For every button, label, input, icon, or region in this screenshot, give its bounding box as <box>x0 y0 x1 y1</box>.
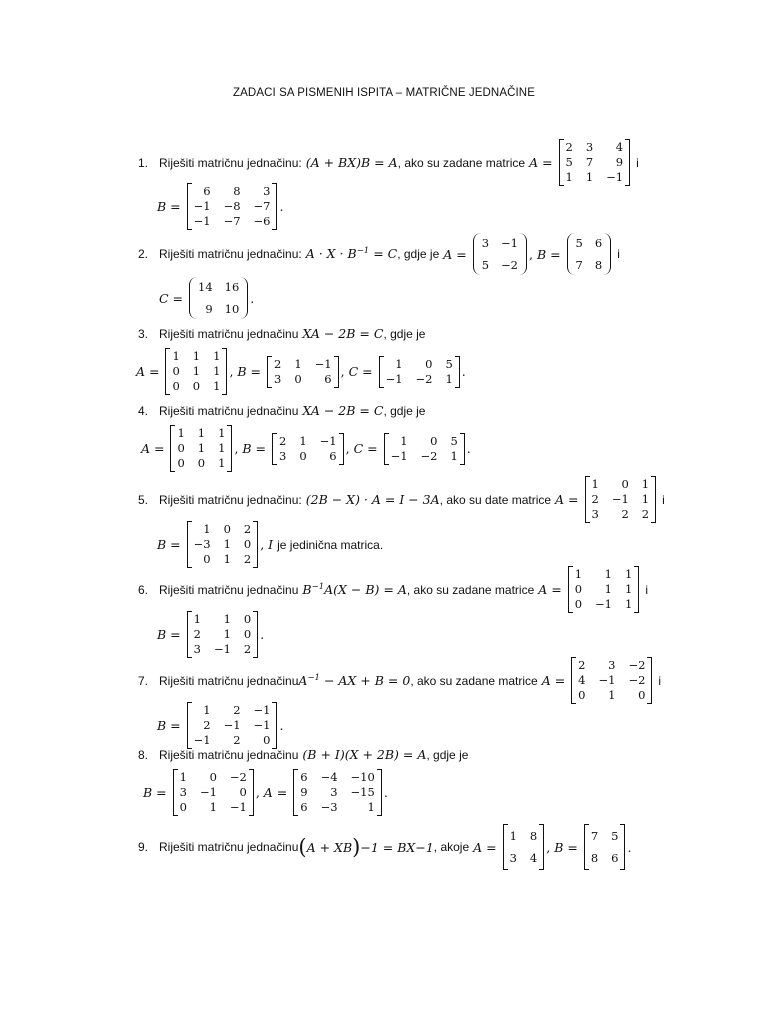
problem-8-line-2: B = 1 0 −2 3 −1 0 0 1 −1 , A = 6 −4 −10 9 3 −15 6 −3 1 . <box>143 770 388 814</box>
matrix-cell: 0 <box>578 688 586 702</box>
matrix-cell: −6 <box>253 214 271 228</box>
matrix-cell: −1 <box>213 642 231 656</box>
matrix-p5B <box>187 521 259 568</box>
matrix-cell: 1 <box>565 170 573 184</box>
matrix-cell: 1 <box>179 770 187 784</box>
matrix-cell: 1 <box>223 627 231 641</box>
matrix-cell: 1 <box>450 448 458 463</box>
document-title: ZADACI SA PISMENIH ISPITA – MATRIČNE JEDNAČINE <box>233 87 535 99</box>
matrix-cell: −4 <box>320 770 338 784</box>
matrix-p2A <box>473 232 527 276</box>
problem-tail: , ako su zadane matrice <box>406 582 535 597</box>
matrix-cell: 2 <box>193 627 201 641</box>
problem-text: Riješiti matričnu jednačinu <box>159 747 299 762</box>
matrix-cell: 7 <box>575 258 583 272</box>
matrix-cell: −2 <box>628 658 646 672</box>
problem-equation: = BX <box>382 839 416 855</box>
matrix-cell: 4 <box>578 673 586 687</box>
matrix-cell: 6 <box>329 448 337 463</box>
matrix-cell: 3 <box>274 371 282 386</box>
matrix-cell: 1 <box>223 537 231 551</box>
matrix-p1B <box>187 183 278 230</box>
matrix-p4A <box>170 425 232 472</box>
conjunction: i <box>645 582 648 597</box>
matrix-cell: 1 <box>203 522 211 536</box>
matrix-cell: 1 <box>641 477 650 491</box>
matrix-cell: −10 <box>350 770 375 784</box>
matrix-cell: 9 <box>205 302 213 316</box>
matrix-cell: 0 <box>243 612 252 626</box>
problem-text: Riješiti matričnu jednačinu <box>159 326 299 341</box>
problem-8-line <box>138 747 468 762</box>
matrix-cell: 1 <box>218 441 226 455</box>
matrix-cell: 0 <box>430 433 438 448</box>
matrix-cell: 0 <box>574 597 583 611</box>
problem-number: 6. <box>138 582 149 597</box>
problem-tail: , akoje <box>433 840 470 854</box>
matrix-cell: 0 <box>179 800 187 814</box>
matrix-cell: 0 <box>203 552 211 566</box>
problem-3-line-2: A = 1 1 1 0 1 1 0 0 1 , B = 2 1 −1 3 0 6 , C = 1 0 5 −1 −2 1 . <box>136 349 466 393</box>
matrix-cell: 2 <box>203 718 211 732</box>
problem-tail: , ako su date matrice <box>439 492 552 507</box>
problem-tail: , gdje je <box>397 247 440 261</box>
matrix-cell: 1 <box>608 688 616 702</box>
problem-7-line: 7. Riješiti matričnu jednačinu $A^{-1}$ − AX + B = 0 , ako su zadane matrice A = 2 3 −2 4 −1 −2 0 1 0 i <box>138 658 662 702</box>
matrix-cell: 3 <box>279 448 287 463</box>
matrix-cell: 1 <box>625 582 633 596</box>
problem-tail: , gdje je <box>426 747 469 762</box>
matrix-cell: 1 <box>294 356 302 371</box>
problem-number: 8. <box>138 747 149 762</box>
problem-5-line: 5. Riješiti matričnu jednačinu: (2B − X) · A = I − 3A , ako su date matrice A = 1 0 1 2 −1 1 3 2 2 i <box>138 477 665 521</box>
conjunction: i <box>617 247 620 261</box>
matrix-cell: −1 <box>501 236 518 250</box>
matrix-cell: 2 <box>279 433 287 448</box>
matrix-cell: −2 <box>501 258 518 272</box>
matrix-cell: 0 <box>243 627 252 641</box>
matrix-cell: −7 <box>223 214 241 228</box>
matrix-p5A <box>585 476 657 523</box>
matrix-cell: 1 <box>203 703 211 717</box>
matrix-cell: 0 <box>172 364 180 378</box>
matrix-cell: 8 <box>594 258 603 272</box>
matrix-cell: −1 <box>199 785 217 799</box>
matrix-p8B <box>173 769 254 816</box>
matrix-cell: 0 <box>263 733 271 747</box>
matrix-cell: 2 <box>243 552 252 566</box>
matrix-cell: −1 <box>611 492 629 506</box>
problem-number: 9. <box>138 840 149 854</box>
problem-text: Riješiti matričnu jednačinu <box>159 403 299 418</box>
problem-number: 2. <box>138 247 149 261</box>
matrix-p3C <box>379 356 460 388</box>
matrix-cell: 5 <box>575 236 583 250</box>
problem-equation: (B + I)(X + 2B) = A <box>302 747 427 762</box>
matrix-p7A <box>571 657 652 704</box>
matrix-cell: −2 <box>420 448 438 463</box>
matrix-cell: 2 <box>565 140 573 154</box>
problem-4-line-2: A = 1 1 1 0 1 1 0 0 1 , B = 2 1 −1 3 0 6 , C = 1 0 5 −1 −2 1 . <box>141 426 471 470</box>
matrix-cell: 1 <box>218 426 226 440</box>
problem-6-line-2: B = 1 1 0 2 1 0 3 −1 2 . <box>157 612 265 656</box>
matrix-cell: 6 <box>300 770 308 784</box>
problem-equation: (2B − X) · A = I − 3A <box>305 492 440 507</box>
matrix-cell: 2 <box>243 642 252 656</box>
matrix-cell: 1 <box>192 349 201 363</box>
matrix-cell: 3 <box>608 658 616 672</box>
matrix-cell: 0 <box>294 371 302 386</box>
matrix-cell: 0 <box>239 785 247 799</box>
matrix-cell: 4 <box>615 140 624 154</box>
matrix-cell: −1 <box>193 733 211 747</box>
problem-number: 3. <box>138 326 149 341</box>
problem-equation: − AX + B = 0 <box>323 673 411 688</box>
matrix-cell: 0 <box>638 688 646 702</box>
conjunction: i <box>636 155 639 170</box>
problem-tail: , gdje je <box>383 403 426 418</box>
matrix-p9B <box>584 824 626 870</box>
matrix-cell: 3 <box>585 140 594 154</box>
matrix-p8A <box>293 769 382 816</box>
matrix-cell: 0 <box>243 537 252 551</box>
matrix-cell: −3 <box>320 800 338 814</box>
problem-tail: , ako su zadane matrice <box>397 155 526 170</box>
matrix-cell: −1 <box>390 448 408 463</box>
matrix-cell: 6 <box>594 236 603 250</box>
problem-number: 4. <box>138 403 149 418</box>
matrix-p2B <box>567 232 612 276</box>
matrix-cell: 1 <box>604 567 612 581</box>
matrix-cell: 2 <box>233 733 241 747</box>
problem-equation: XA − 2B = C <box>302 403 384 418</box>
matrix-p2C <box>189 276 248 320</box>
matrix-cell: 0 <box>192 379 201 393</box>
problem-3-line <box>138 326 425 341</box>
matrix-cell: 3 <box>509 851 517 865</box>
matrix-cell: 3 <box>330 785 338 799</box>
matrix-cell: 10 <box>224 302 240 316</box>
matrix-cell: −7 <box>253 199 271 213</box>
problem-2-line: 2. Riješiti matričnu jednačinu: $A \cdot X \cdot B^{-1} = C$ , gdje je A = 3 −1 5 −2 , B = 5 6 7 8 i <box>138 232 620 276</box>
matrix-cell: 8 <box>590 851 599 865</box>
matrix-cell: 14 <box>198 280 213 294</box>
matrix-cell: 5 <box>611 829 619 843</box>
matrix-cell: −15 <box>350 785 375 799</box>
matrix-cell: 0 <box>177 441 185 455</box>
matrix-cell: 3 <box>179 785 187 799</box>
matrix-p4B <box>272 433 344 465</box>
matrix-cell: 1 <box>604 582 612 596</box>
matrix-cell: 1 <box>197 441 206 455</box>
matrix-cell: 1 <box>218 456 226 470</box>
matrix-cell: −1 <box>385 371 403 386</box>
matrix-cell: 2 <box>233 703 241 717</box>
matrix-cell: 1 <box>299 433 307 448</box>
matrix-cell: 9 <box>615 155 624 169</box>
matrix-cell: 0 <box>197 456 206 470</box>
problem-1-line: 1. Riješiti matričnu jednačinu: (A + BX)B = A , ako su zadane matrice A = 2 3 4 5 7 9 1 1 −1 i <box>138 140 639 184</box>
matrix-cell: 0 <box>177 456 185 470</box>
matrix-cell: 1 <box>177 426 185 440</box>
problem-5-line-2: B = 1 0 2 −3 1 0 0 1 2 , I je jedinična matrica. <box>157 522 384 566</box>
matrix-cell: 1 <box>223 552 231 566</box>
matrix-p3B <box>267 356 339 388</box>
matrix-cell: 1 <box>209 800 217 814</box>
matrix-cell: 1 <box>213 379 221 393</box>
problem-1-line-2: B = 6 8 3 −1 −8 −7 −1 −7 −6 . <box>157 184 284 228</box>
matrix-cell: −1 <box>223 718 241 732</box>
problem-tail: , gdje je <box>383 326 426 341</box>
matrix-cell: 6 <box>324 371 332 386</box>
matrix-cell: 2 <box>578 658 586 672</box>
problem-2-line-2: C = 14 16 9 10 . <box>159 276 254 320</box>
matrix-cell: −8 <box>223 199 241 213</box>
matrix-p4C <box>384 433 465 465</box>
matrix-cell: 0 <box>209 770 217 784</box>
matrix-cell: −2 <box>628 673 646 687</box>
matrix-p6A <box>568 566 640 613</box>
matrix-cell: 0 <box>299 448 307 463</box>
problem-number: 5. <box>138 492 149 507</box>
matrix-cell: 1 <box>193 612 201 626</box>
matrix-cell: 1 <box>367 800 375 814</box>
matrix-cell: 1 <box>400 433 408 448</box>
problem-note: je jedinična matrica. <box>277 537 384 552</box>
matrix-cell: −1 <box>253 703 271 717</box>
matrix-cell: 1 <box>172 349 180 363</box>
problem-text: Riješiti matričnu jednačinu <box>159 582 299 597</box>
matrix-cell: 16 <box>224 280 240 294</box>
matrix-cell: 1 <box>625 597 633 611</box>
matrix-cell: 1 <box>509 829 517 843</box>
matrix-cell: 1 <box>625 567 633 581</box>
matrix-cell: −1 <box>193 214 211 228</box>
problem-number: 1. <box>138 155 149 170</box>
matrix-cell: 7 <box>590 829 599 843</box>
matrix-cell: −1 <box>193 199 211 213</box>
matrix-cell: 1 <box>223 612 231 626</box>
matrix-cell: 0 <box>574 582 583 596</box>
matrix-cell: 8 <box>233 184 241 198</box>
matrix-cell: 0 <box>621 477 629 491</box>
conjunction: i <box>662 492 665 507</box>
problem-4-line <box>138 403 425 418</box>
matrix-cell: 6 <box>611 851 619 865</box>
problem-tail: , ako su zadane matrice <box>410 673 538 688</box>
problem-9-line: 9. Riješiti matričnu jednačinu ( A + XB ) −1 = BX −1 , akoje A = 1 8 3 4 , B = 7 5 8 6 . <box>138 824 631 870</box>
problem-text: Riješiti matričnu jednačinu: <box>159 155 302 170</box>
matrix-cell: 2 <box>621 507 629 521</box>
matrix-cell: −1 <box>606 170 624 184</box>
matrix-cell: 5 <box>481 258 490 272</box>
matrix-cell: 2 <box>274 356 282 371</box>
matrix-cell: −1 <box>253 718 271 732</box>
problem-6-line: 6. Riješiti matričnu jednačinu $B^{-1}A(X - B) = A$ , ako su zadane matrice A = 1 1 1 0 1 1 0 −1 1 i <box>138 567 648 611</box>
problem-text: Riješiti matričnu jednačinu <box>159 673 299 688</box>
problem-text: Riješiti matričnu jednačinu <box>159 840 299 854</box>
problem-7-line-2: B = 1 2 −1 2 −1 −1 −1 2 0 . <box>157 703 284 747</box>
matrix-cell: 3 <box>481 236 490 250</box>
matrix-p1A <box>559 139 631 186</box>
matrix-cell: 1 <box>445 371 453 386</box>
matrix-cell: −1 <box>314 356 332 371</box>
matrix-cell: 1 <box>591 477 599 491</box>
matrix-cell: −2 <box>229 770 247 784</box>
matrix-cell: 8 <box>529 829 538 843</box>
matrix-cell: −1 <box>229 800 247 814</box>
problem-text: Riješiti matričnu jednačinu: <box>159 247 302 261</box>
problem-equation: XA − 2B = C <box>302 326 384 341</box>
matrix-p6B <box>187 611 259 658</box>
matrix-cell: 1 <box>641 492 650 506</box>
matrix-cell: 0 <box>425 356 433 371</box>
matrix-cell: 3 <box>263 184 271 198</box>
problem-text: Riješiti matričnu jednačinu: <box>159 492 302 507</box>
matrix-cell: 1 <box>574 567 583 581</box>
matrix-cell: 5 <box>450 433 458 448</box>
matrix-cell: −3 <box>193 537 211 551</box>
matrix-cell: 1 <box>395 356 403 371</box>
matrix-cell: 1 <box>213 364 221 378</box>
matrix-cell: 2 <box>243 522 252 536</box>
matrix-cell: 6 <box>300 800 308 814</box>
matrix-cell: −1 <box>598 673 616 687</box>
matrix-cell: 0 <box>223 522 231 536</box>
matrix-cell: −1 <box>595 597 612 611</box>
matrix-p3A <box>165 348 227 395</box>
problem-equation: (A + BX)B = A <box>305 155 398 170</box>
matrix-cell: 4 <box>529 851 538 865</box>
matrix-cell: 5 <box>565 155 573 169</box>
matrix-cell: 1 <box>197 426 206 440</box>
matrix-cell: 0 <box>172 379 180 393</box>
matrix-p7B <box>187 702 278 749</box>
matrix-cell: −2 <box>415 371 433 386</box>
matrix-cell: 7 <box>585 155 594 169</box>
conjunction: i <box>658 673 662 688</box>
matrix-cell: 2 <box>591 492 599 506</box>
matrix-cell: 3 <box>193 642 201 656</box>
matrix-cell: 1 <box>585 170 594 184</box>
matrix-cell: 3 <box>591 507 599 521</box>
matrix-cell: 5 <box>445 356 453 371</box>
matrix-cell: 1 <box>213 349 221 363</box>
problem-number: 7. <box>138 673 149 688</box>
matrix-cell: 2 <box>641 507 650 521</box>
matrix-cell: 6 <box>203 184 211 198</box>
matrix-p9A <box>503 824 545 870</box>
matrix-cell: −1 <box>319 433 337 448</box>
matrix-cell: 1 <box>192 364 201 378</box>
matrix-cell: 9 <box>300 785 308 799</box>
